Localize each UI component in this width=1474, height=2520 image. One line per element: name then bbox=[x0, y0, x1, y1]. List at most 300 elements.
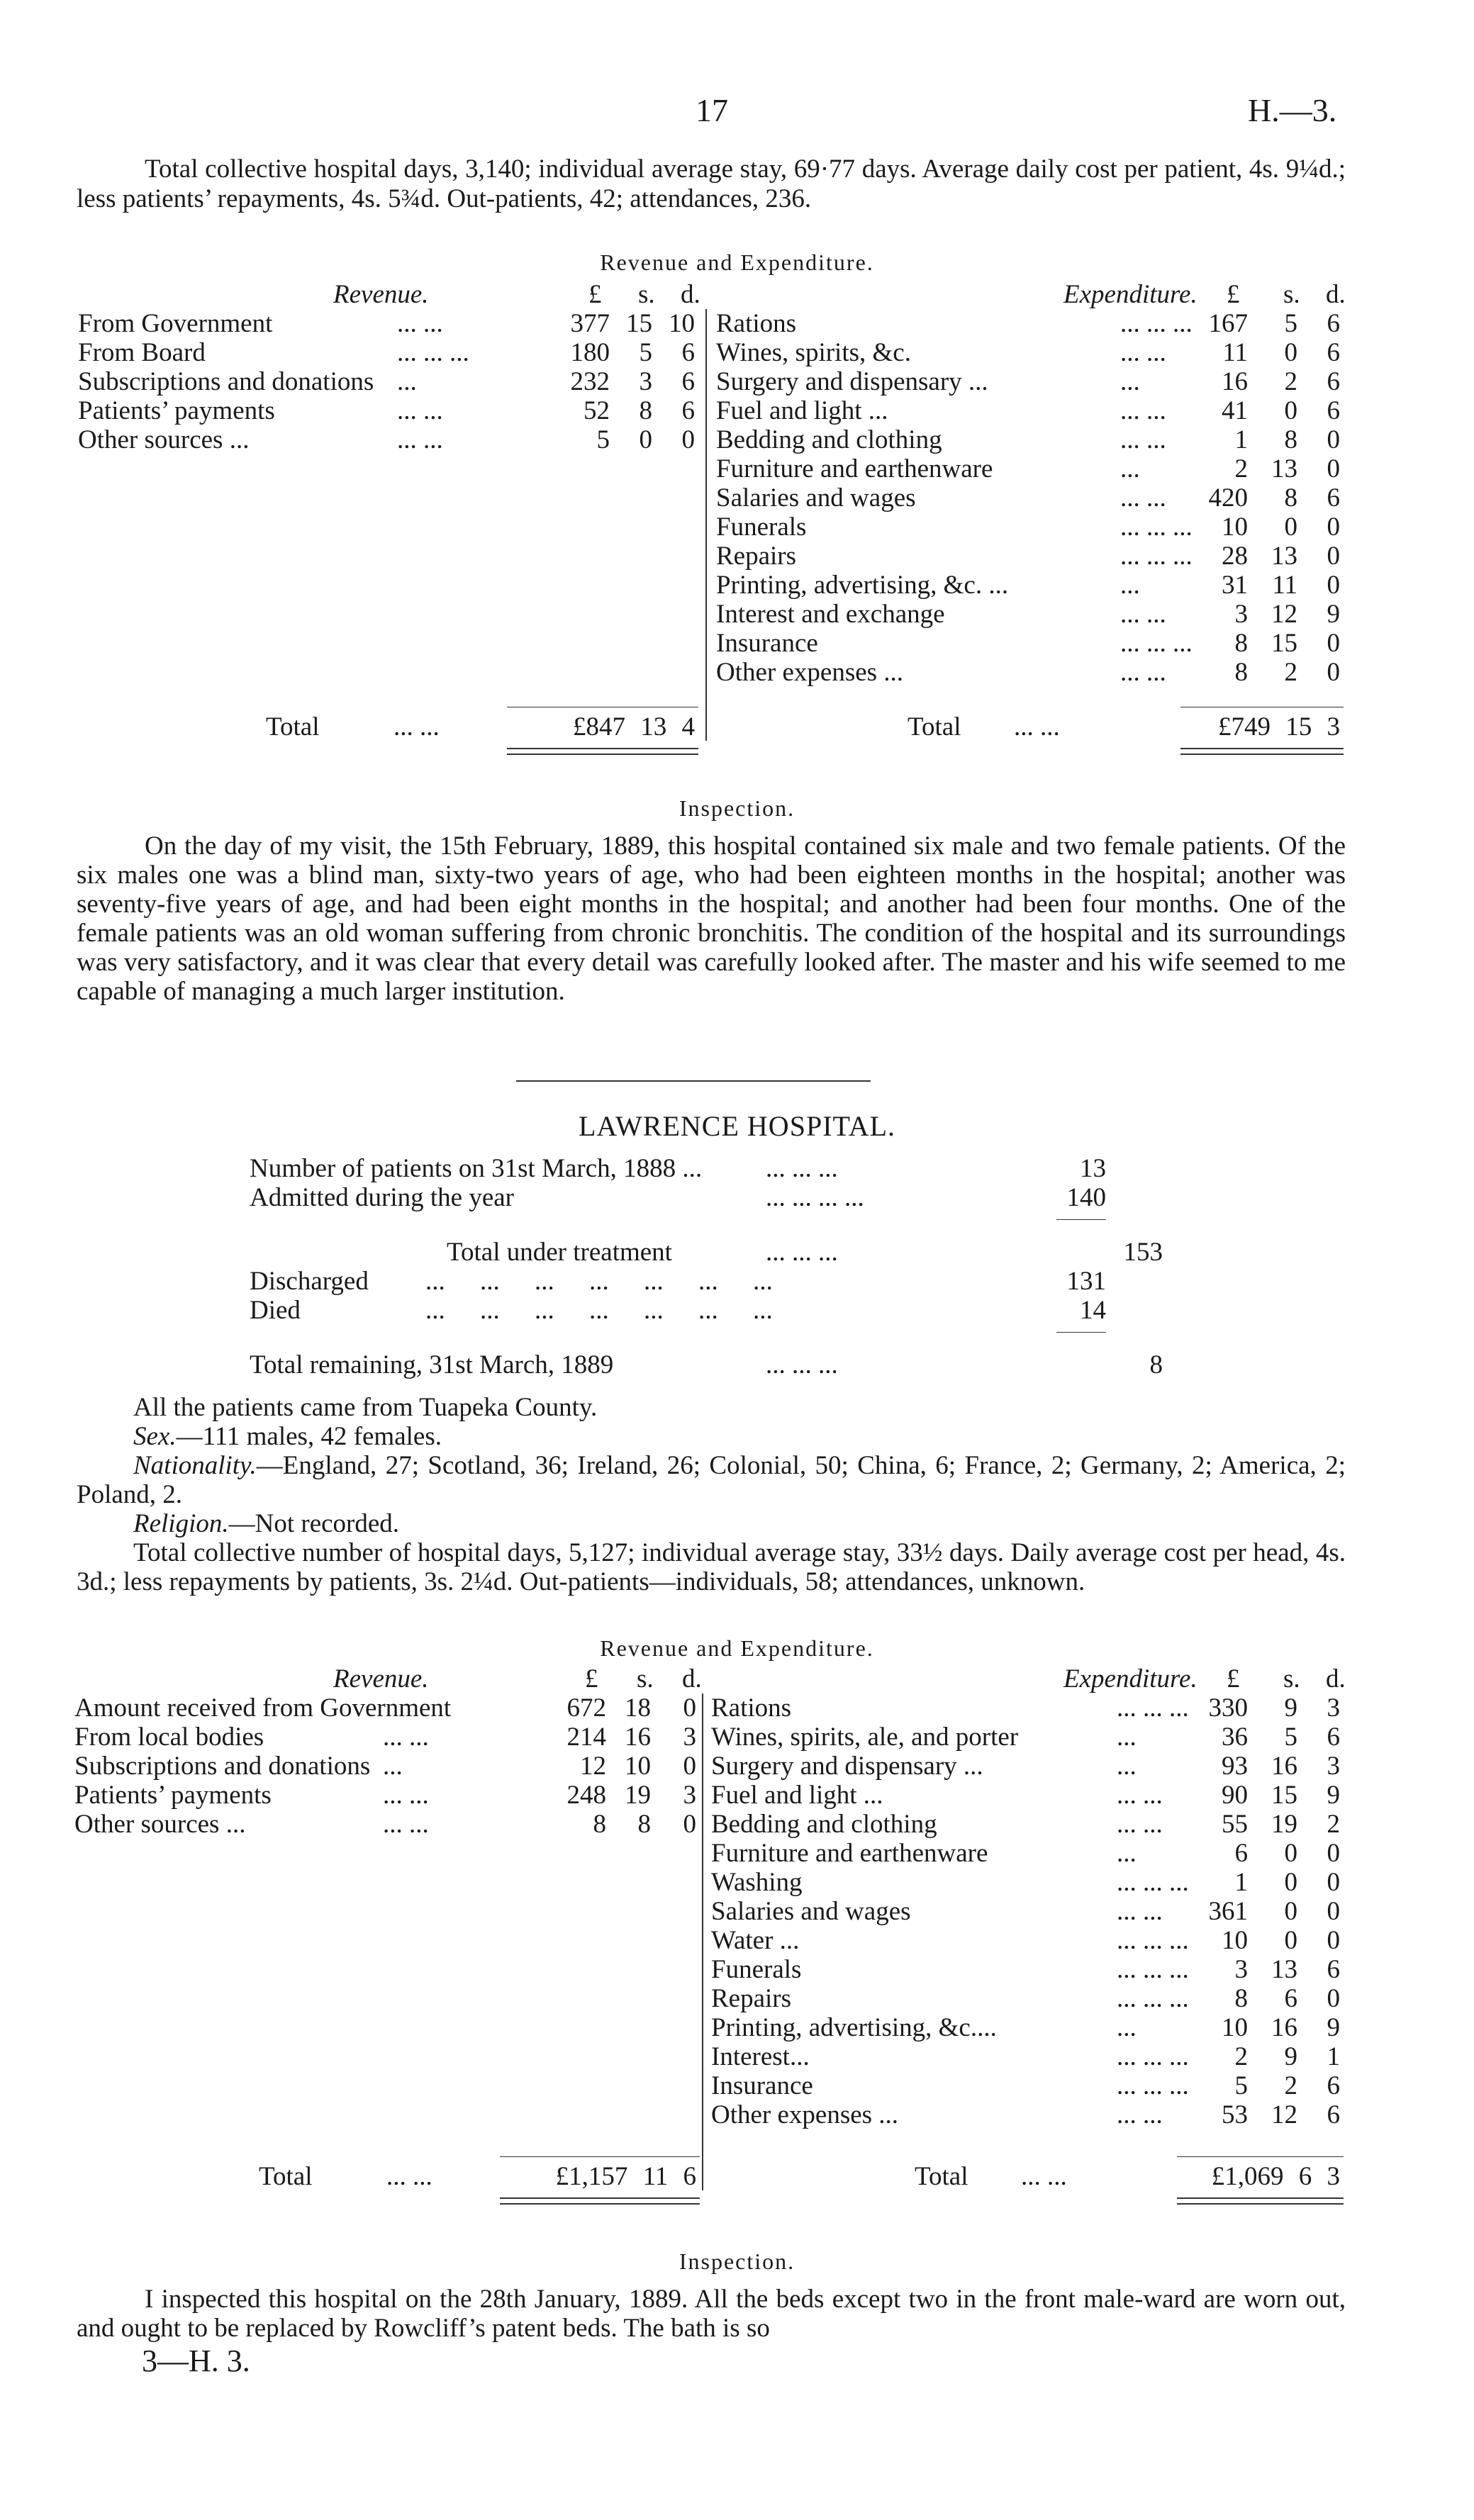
expenditure-dots: ... ... bbox=[1117, 1781, 1163, 1810]
revenue-label: From Government bbox=[78, 309, 273, 338]
expenditure-dots: ... ... ... bbox=[1117, 1955, 1189, 1984]
page-number: 17 bbox=[696, 92, 728, 128]
revenue-dots: ... ... bbox=[383, 1723, 429, 1752]
stat-label: Number of patients on 31st March, 1888 ... bbox=[250, 1154, 703, 1183]
expenditure-heading: Expenditure. bbox=[1063, 1664, 1197, 1693]
stat-label: Admitted during the year bbox=[250, 1183, 514, 1212]
revenue-dots: ... bbox=[383, 1752, 403, 1781]
expenditure-shillings: 8 bbox=[1284, 425, 1297, 454]
revenue-col-head: d. bbox=[681, 280, 700, 309]
expenditure-total: £749 15 3 bbox=[1218, 712, 1340, 741]
revenue-dots: ... ... ... bbox=[397, 338, 469, 367]
revenue-pence: 0 bbox=[681, 425, 695, 454]
expenditure-row bbox=[716, 425, 1347, 454]
revenue-pounds: 12 bbox=[580, 1752, 606, 1781]
expenditure-row bbox=[711, 2042, 1347, 2071]
expenditure-shillings: 0 bbox=[1284, 513, 1297, 542]
expenditure-dots: ... bbox=[1120, 454, 1140, 483]
revenue-row bbox=[74, 1693, 703, 1723]
expenditure-label: Insurance bbox=[711, 2071, 813, 2100]
revenue-row bbox=[78, 309, 702, 338]
expenditure-pounds: 55 bbox=[1222, 1810, 1248, 1839]
sex-text: —111 males, 42 females. bbox=[176, 1422, 442, 1451]
expenditure-pounds: 361 bbox=[1208, 1897, 1248, 1926]
revenue-pounds: 52 bbox=[584, 396, 610, 425]
column-divider bbox=[702, 1693, 703, 2190]
expenditure-row bbox=[711, 1868, 1347, 1897]
revenue-row bbox=[78, 396, 702, 425]
stat-value: 13 bbox=[1080, 1154, 1106, 1183]
revenue-pence: 3 bbox=[683, 1781, 696, 1810]
revenue-row bbox=[78, 338, 702, 367]
stat-label: Died bbox=[250, 1296, 301, 1325]
nationality-paragraph bbox=[77, 1451, 1346, 1509]
expenditure-shillings: 8 bbox=[1284, 483, 1297, 513]
revenue-shillings: 18 bbox=[625, 1693, 651, 1723]
expenditure-shillings: 15 bbox=[1271, 629, 1297, 658]
expenditure-dots: ... bbox=[1117, 1723, 1137, 1752]
expenditure-shillings: 0 bbox=[1284, 1868, 1297, 1897]
expenditure-row bbox=[711, 1984, 1347, 2013]
revenue-pounds: 8 bbox=[593, 1810, 606, 1839]
expenditure-row bbox=[716, 309, 1347, 338]
revenue-pounds: 672 bbox=[566, 1693, 606, 1723]
remaining-label: Total remaining, 31st March, 1889 bbox=[250, 1350, 614, 1379]
expenditure-pounds: 330 bbox=[1208, 1693, 1248, 1723]
inspection2-text: I inspected this hospital on the 28th January, 1889. All the beds except two in the front male-ward are worn out, and ought to be replaced by Rowcliff’s patent beds. The bath is so bbox=[77, 2285, 1346, 2343]
expenditure-total: £1,069 6 3 bbox=[1211, 2162, 1340, 2191]
expenditure-shillings: 0 bbox=[1284, 338, 1297, 367]
expenditure-pence: 0 bbox=[1327, 629, 1340, 658]
ledger2-title: Revenue and Expenditure. bbox=[600, 1635, 874, 1661]
expenditure-row bbox=[716, 483, 1347, 513]
expenditure-label: Insurance bbox=[716, 629, 818, 658]
expenditure-label: Washing bbox=[711, 1868, 803, 1897]
revenue-label: Other sources ... bbox=[74, 1810, 246, 1839]
stat-value: 14 bbox=[1080, 1296, 1106, 1325]
revenue-pounds: 248 bbox=[566, 1781, 606, 1810]
expenditure-label: Interest and exchange bbox=[716, 600, 945, 629]
expenditure-label: Rations bbox=[711, 1693, 792, 1723]
expenditure-total-dots: ... ... bbox=[1021, 2162, 1067, 2191]
expenditure-dots: ... bbox=[1117, 2013, 1137, 2042]
expenditure-dots: ... ... ... bbox=[1117, 1984, 1189, 2013]
expenditure-dots: ... bbox=[1120, 571, 1140, 600]
ledger1-title: Revenue and Expenditure. bbox=[600, 250, 874, 275]
revenue-dots: ... ... bbox=[383, 1781, 429, 1810]
revenue-label: From local bodies bbox=[74, 1723, 264, 1752]
expenditure-row bbox=[716, 338, 1347, 367]
expenditure-shillings: 13 bbox=[1271, 542, 1297, 571]
religion-line bbox=[133, 1509, 399, 1538]
revenue-pence: 6 bbox=[681, 338, 695, 367]
expenditure-dots: ... bbox=[1117, 1839, 1137, 1868]
revenue-pounds: 5 bbox=[596, 425, 610, 454]
revenue-label: Subscriptions and donations bbox=[78, 367, 374, 396]
expenditure-shillings: 6 bbox=[1284, 1984, 1297, 2013]
expenditure-shillings: 2 bbox=[1284, 367, 1297, 396]
expenditure-label: Furniture and earthenware bbox=[711, 1839, 988, 1868]
expenditure-pence: 3 bbox=[1327, 1752, 1340, 1781]
expenditure-pence: 3 bbox=[1327, 1693, 1340, 1723]
expenditure-row bbox=[716, 396, 1347, 425]
expenditure-row bbox=[711, 1955, 1347, 1984]
expenditure-pounds: 41 bbox=[1222, 396, 1248, 425]
expenditure-pence: 9 bbox=[1327, 600, 1340, 629]
expenditure-shillings: 12 bbox=[1271, 600, 1297, 629]
revenue-pence: 0 bbox=[683, 1752, 696, 1781]
column-divider bbox=[705, 309, 707, 741]
expenditure-label: Other expenses ... bbox=[711, 2100, 899, 2129]
expenditure-dots: ... ... ... bbox=[1120, 513, 1193, 542]
expenditure-row bbox=[711, 1897, 1347, 1926]
expenditure-dots: ... bbox=[1120, 367, 1140, 396]
section-divider bbox=[516, 1080, 871, 1082]
expenditure-shillings: 0 bbox=[1284, 1926, 1297, 1955]
expenditure-label: Salaries and wages bbox=[711, 1897, 911, 1926]
expenditure-dots: ... ... bbox=[1120, 396, 1166, 425]
expenditure-dots: ... ... ... bbox=[1117, 1926, 1189, 1955]
expenditure-shillings: 0 bbox=[1284, 1897, 1297, 1926]
expenditure-row bbox=[711, 1781, 1347, 1810]
expenditure-row bbox=[711, 2100, 1347, 2129]
stat-dots: ... ... ... ... bbox=[766, 1183, 864, 1212]
expenditure-pence: 6 bbox=[1327, 367, 1340, 396]
expenditure-label: Salaries and wages bbox=[716, 483, 916, 513]
revenue-pounds: 180 bbox=[570, 338, 610, 367]
expenditure-pence: 2 bbox=[1327, 1810, 1340, 1839]
revenue-row bbox=[74, 1810, 703, 1839]
expenditure-label: Surgery and dispensary ... bbox=[716, 367, 988, 396]
expenditure-pounds: 8 bbox=[1234, 629, 1248, 658]
expenditure-label: Wines, spirits, ale, and porter bbox=[711, 1723, 1019, 1752]
expenditure-col-head: s. bbox=[1283, 1664, 1300, 1693]
expenditure-shillings: 5 bbox=[1284, 309, 1297, 338]
expenditure-total-rule bbox=[1177, 2156, 1344, 2157]
expenditure-row bbox=[711, 1810, 1347, 1839]
revenue-pounds: 377 bbox=[570, 309, 610, 338]
expenditure-pounds: 420 bbox=[1208, 483, 1248, 513]
stat-label: Discharged bbox=[250, 1267, 369, 1296]
inspection1-paragraph bbox=[77, 831, 1346, 1006]
expenditure-label: Surgery and dispensary ... bbox=[711, 1752, 983, 1781]
expenditure-pounds: 90 bbox=[1222, 1781, 1248, 1810]
revenue-heading: Revenue. bbox=[333, 1664, 429, 1693]
stat-dots: ... ... ... ... ... ... ... bbox=[425, 1267, 773, 1296]
stat-value: 140 bbox=[1066, 1183, 1106, 1212]
revenue-total: £847 13 4 bbox=[573, 712, 695, 741]
inspection2-title: Inspection. bbox=[679, 2249, 795, 2274]
expenditure-shillings: 0 bbox=[1284, 396, 1297, 425]
revenue-total-dots: ... ... bbox=[393, 712, 440, 741]
expenditure-pounds: 10 bbox=[1222, 513, 1248, 542]
total-under-label: Total under treatment bbox=[447, 1238, 672, 1267]
expenditure-shillings: 13 bbox=[1271, 454, 1297, 483]
expenditure-label: Fuel and light ... bbox=[711, 1781, 883, 1810]
expenditure-label: Wines, spirits, &c. bbox=[716, 338, 911, 367]
expenditure-label: Funerals bbox=[711, 1955, 802, 1984]
revenue-shillings: 16 bbox=[625, 1723, 651, 1752]
expenditure-row bbox=[716, 513, 1347, 542]
revenue-total-rule bbox=[500, 2156, 700, 2157]
expenditure-pounds: 16 bbox=[1222, 367, 1248, 396]
revenue-pence: 0 bbox=[683, 1693, 696, 1723]
expenditure-double-rule bbox=[1177, 2197, 1344, 2199]
expenditure-dots: ... ... bbox=[1120, 483, 1166, 513]
revenue-dots: ... ... bbox=[397, 425, 443, 454]
expenditure-pounds: 11 bbox=[1222, 338, 1248, 367]
expenditure-pounds: 167 bbox=[1208, 309, 1248, 338]
footer-signature: 3—H. 3. bbox=[142, 2343, 250, 2378]
expenditure-dots: ... ... ... bbox=[1120, 309, 1193, 338]
stat-rule bbox=[1056, 1219, 1106, 1220]
expenditure-row bbox=[711, 2013, 1347, 2042]
expenditure-pence: 6 bbox=[1327, 309, 1340, 338]
revenue-col-head: s. bbox=[638, 280, 655, 309]
expenditure-label: Repairs bbox=[716, 542, 797, 571]
intro-paragraph bbox=[77, 155, 1346, 214]
expenditure-double-rule bbox=[1180, 754, 1344, 755]
expenditure-shillings: 0 bbox=[1284, 1839, 1297, 1868]
revenue-double-rule bbox=[507, 748, 698, 749]
expenditure-pence: 6 bbox=[1327, 396, 1340, 425]
nationality-text: —England, 27; Scotland, 36; Ireland, 26; Colonial, 50; China, 6; France, 2; Germany, 2; America, 2; Poland, 2. bbox=[77, 1451, 1346, 1509]
stat-rule bbox=[1056, 1332, 1106, 1333]
revenue-dots: ... ... bbox=[383, 1810, 429, 1839]
expenditure-row bbox=[716, 367, 1347, 396]
expenditure-pence: 1 bbox=[1327, 2042, 1340, 2071]
expenditure-heading: Expenditure. bbox=[1063, 280, 1197, 309]
revenue-row bbox=[74, 1781, 703, 1810]
revenue-pounds: 214 bbox=[566, 1723, 606, 1752]
revenue-double-rule bbox=[500, 2203, 700, 2205]
revenue-total: £1,157 11 6 bbox=[555, 2162, 696, 2191]
revenue-total-label: Total bbox=[266, 712, 320, 741]
expenditure-pounds: 10 bbox=[1222, 2013, 1248, 2042]
expenditure-dots: ... ... ... bbox=[1120, 542, 1193, 571]
expenditure-row bbox=[716, 658, 1347, 687]
expenditure-row bbox=[711, 1926, 1347, 1955]
expenditure-col-head: £ bbox=[1227, 280, 1240, 309]
revenue-dots: ... ... bbox=[397, 396, 443, 425]
expenditure-dots: ... ... ... bbox=[1117, 1693, 1189, 1723]
expenditure-col-head: d. bbox=[1326, 280, 1346, 309]
expenditure-label: Bedding and clothing bbox=[716, 425, 942, 454]
expenditure-dots: ... bbox=[1117, 1752, 1137, 1781]
expenditure-dots: ... ... ... bbox=[1120, 629, 1193, 658]
expenditure-row bbox=[711, 1752, 1347, 1781]
revenue-label: Subscriptions and donations bbox=[74, 1752, 371, 1781]
expenditure-pence: 0 bbox=[1327, 1839, 1340, 1868]
expenditure-pounds: 93 bbox=[1222, 1752, 1248, 1781]
expenditure-col-head: s. bbox=[1283, 280, 1300, 309]
expenditure-dots: ... ... bbox=[1120, 600, 1166, 629]
expenditure-pence: 0 bbox=[1327, 542, 1340, 571]
total-under-value: 153 bbox=[1123, 1238, 1163, 1267]
expenditure-pounds: 1 bbox=[1234, 425, 1248, 454]
expenditure-dots: ... ... bbox=[1117, 1897, 1163, 1926]
inspection2-paragraph bbox=[77, 2285, 1346, 2343]
expenditure-pounds: 31 bbox=[1222, 571, 1248, 600]
expenditure-row bbox=[711, 1693, 1347, 1723]
expenditure-total-label: Total bbox=[908, 712, 961, 741]
expenditure-dots: ... ... bbox=[1120, 425, 1166, 454]
revenue-total-label: Total bbox=[259, 2162, 313, 2191]
expenditure-shillings: 5 bbox=[1284, 1723, 1297, 1752]
revenue-heading: Revenue. bbox=[333, 280, 429, 309]
expenditure-dots: ... ... bbox=[1120, 338, 1166, 367]
expenditure-pence: 0 bbox=[1327, 1897, 1340, 1926]
revenue-row bbox=[74, 1752, 703, 1781]
stat-dots: ... ... ... ... ... ... ... bbox=[425, 1296, 773, 1325]
expenditure-label: Water ... bbox=[711, 1926, 800, 1955]
expenditure-label: Printing, advertising, &c.... bbox=[711, 2013, 997, 2042]
expenditure-label: Interest... bbox=[711, 2042, 810, 2071]
expenditure-label: Rations bbox=[716, 309, 797, 338]
expenditure-pounds: 1 bbox=[1234, 1868, 1248, 1897]
expenditure-pounds: 8 bbox=[1234, 1984, 1248, 2013]
revenue-pence: 0 bbox=[683, 1810, 696, 1839]
expenditure-shillings: 19 bbox=[1271, 1810, 1297, 1839]
revenue-label: Patients’ payments bbox=[74, 1781, 272, 1810]
expenditure-pence: 0 bbox=[1327, 1984, 1340, 2013]
nationality-label: Nationality. bbox=[133, 1451, 257, 1480]
remaining-dots: ... ... ... bbox=[766, 1350, 838, 1379]
expenditure-shillings: 2 bbox=[1284, 2071, 1297, 2100]
expenditure-pence: 6 bbox=[1327, 2071, 1340, 2100]
expenditure-pounds: 53 bbox=[1222, 2100, 1248, 2129]
expenditure-pence: 0 bbox=[1327, 425, 1340, 454]
expenditure-dots: ... ... bbox=[1117, 1810, 1163, 1839]
expenditure-col-head: d. bbox=[1326, 1664, 1346, 1693]
expenditure-row bbox=[716, 542, 1347, 571]
revenue-row bbox=[74, 1723, 703, 1752]
expenditure-row bbox=[716, 629, 1347, 658]
expenditure-pounds: 10 bbox=[1222, 1926, 1248, 1955]
revenue-pence: 6 bbox=[681, 367, 695, 396]
sex-line bbox=[133, 1422, 442, 1451]
revenue-row bbox=[78, 425, 702, 454]
revenue-label: Patients’ payments bbox=[78, 396, 275, 425]
expenditure-pence: 0 bbox=[1327, 454, 1340, 483]
expenditure-total-label: Total bbox=[915, 2162, 968, 2191]
revenue-shillings: 5 bbox=[639, 338, 652, 367]
expenditure-label: Funerals bbox=[716, 513, 807, 542]
inspection1-title: Inspection. bbox=[679, 795, 795, 821]
revenue-col-head: s. bbox=[637, 1664, 654, 1693]
total-under-dots: ... ... ... bbox=[766, 1238, 838, 1267]
expenditure-double-rule bbox=[1180, 748, 1344, 749]
revenue-pence: 3 bbox=[683, 1723, 696, 1752]
expenditure-total-dots: ... ... bbox=[1014, 712, 1060, 741]
expenditure-pence: 9 bbox=[1327, 2013, 1340, 2042]
stat-value: 131 bbox=[1066, 1267, 1106, 1296]
revenue-col-head: d. bbox=[682, 1664, 702, 1693]
expenditure-pence: 0 bbox=[1327, 658, 1340, 687]
revenue-label: Amount received from Government bbox=[74, 1693, 452, 1723]
revenue-double-rule bbox=[507, 754, 698, 755]
revenue-double-rule bbox=[500, 2197, 700, 2199]
revenue-pence: 6 bbox=[681, 396, 695, 425]
revenue-label: Other sources ... bbox=[78, 425, 250, 454]
days-paragraph bbox=[77, 1538, 1346, 1596]
stat-dots: ... ... ... bbox=[766, 1154, 838, 1183]
remaining-value: 8 bbox=[1149, 1350, 1163, 1379]
expenditure-shillings: 9 bbox=[1284, 2042, 1297, 2071]
expenditure-label: Printing, advertising, &c. ... bbox=[716, 571, 1009, 600]
expenditure-dots: ... ... bbox=[1117, 2100, 1163, 2129]
expenditure-pounds: 6 bbox=[1234, 1839, 1248, 1868]
expenditure-row bbox=[716, 600, 1347, 629]
expenditure-shillings: 16 bbox=[1271, 2013, 1297, 2042]
expenditure-dots: ... ... ... bbox=[1117, 1868, 1189, 1897]
revenue-shillings: 3 bbox=[639, 367, 652, 396]
expenditure-label: Bedding and clothing bbox=[711, 1810, 937, 1839]
expenditure-pounds: 2 bbox=[1234, 2042, 1248, 2071]
expenditure-double-rule bbox=[1177, 2203, 1344, 2205]
expenditure-label: Other expenses ... bbox=[716, 658, 904, 687]
expenditure-shillings: 15 bbox=[1271, 1781, 1297, 1810]
expenditure-dots: ... ... ... bbox=[1117, 2042, 1189, 2071]
revenue-col-head: £ bbox=[585, 1664, 598, 1693]
expenditure-pence: 6 bbox=[1327, 1723, 1340, 1752]
expenditure-label: Repairs bbox=[711, 1984, 792, 2013]
revenue-shillings: 0 bbox=[639, 425, 652, 454]
county-line: All the patients came from Tuapeka County. bbox=[133, 1393, 598, 1422]
expenditure-label: Fuel and light ... bbox=[716, 396, 888, 425]
expenditure-pounds: 8 bbox=[1234, 658, 1248, 687]
expenditure-pounds: 2 bbox=[1234, 454, 1248, 483]
expenditure-row bbox=[711, 2071, 1347, 2100]
revenue-pence: 10 bbox=[669, 309, 695, 338]
expenditure-row bbox=[711, 1723, 1347, 1752]
expenditure-label: Furniture and earthenware bbox=[716, 454, 993, 483]
expenditure-shillings: 9 bbox=[1284, 1693, 1297, 1723]
expenditure-pounds: 3 bbox=[1234, 1955, 1248, 1984]
religion-text: —Not recorded. bbox=[228, 1509, 400, 1538]
revenue-dots: ... ... bbox=[397, 309, 443, 338]
expenditure-pounds: 28 bbox=[1222, 542, 1248, 571]
expenditure-shillings: 13 bbox=[1271, 1955, 1297, 1984]
lawrence-title: LAWRENCE HOSPITAL. bbox=[578, 1110, 896, 1142]
expenditure-shillings: 16 bbox=[1271, 1752, 1297, 1781]
nationality-line bbox=[77, 1451, 1346, 1509]
expenditure-row bbox=[716, 454, 1347, 483]
revenue-shillings: 8 bbox=[637, 1810, 651, 1839]
revenue-shillings: 19 bbox=[625, 1781, 651, 1810]
expenditure-pence: 6 bbox=[1327, 1955, 1340, 1984]
inspection1-text: On the day of my visit, the 15th February, 1889, this hospital contained six male and two female patients. Of the six males one was a blind man, sixty-two years of age, who had been eighteen months in the hospital; another was seventy-five years of age, and had been eight months in the hospital; and another had been four months. One of the female patients was an old woman suffering from chronic bronchitis. The condition of the hospital and its surroundings was very satisfactory, and it was clear that every detail was carefully looked after. The master and his wife seemed to me capable of managing a much larger institution. bbox=[77, 831, 1346, 1006]
intro-text: Total collective hospital days, 3,140; individual average stay, 69·77 days. Average daily cost per patient, 4s. 9¼d.; less patients’ repayments, 4s. 5¾d. Out-patients, 42; attendances, 236. bbox=[77, 155, 1346, 213]
expenditure-shillings: 12 bbox=[1271, 2100, 1297, 2129]
religion-label: Religion. bbox=[133, 1509, 229, 1538]
expenditure-col-head: £ bbox=[1227, 1664, 1240, 1693]
revenue-col-head: £ bbox=[588, 280, 602, 309]
revenue-pounds: 232 bbox=[570, 367, 610, 396]
revenue-shillings: 10 bbox=[625, 1752, 651, 1781]
revenue-shillings: 8 bbox=[639, 396, 652, 425]
expenditure-dots: ... ... bbox=[1120, 658, 1166, 687]
expenditure-pence: 0 bbox=[1327, 1926, 1340, 1955]
expenditure-pounds: 3 bbox=[1234, 600, 1248, 629]
expenditure-pence: 0 bbox=[1327, 513, 1340, 542]
expenditure-row bbox=[716, 571, 1347, 600]
expenditure-pence: 6 bbox=[1327, 338, 1340, 367]
expenditure-pence: 0 bbox=[1327, 571, 1340, 600]
expenditure-pence: 6 bbox=[1327, 2100, 1340, 2129]
revenue-total-dots: ... ... bbox=[386, 2162, 432, 2191]
expenditure-shillings: 2 bbox=[1284, 658, 1297, 687]
